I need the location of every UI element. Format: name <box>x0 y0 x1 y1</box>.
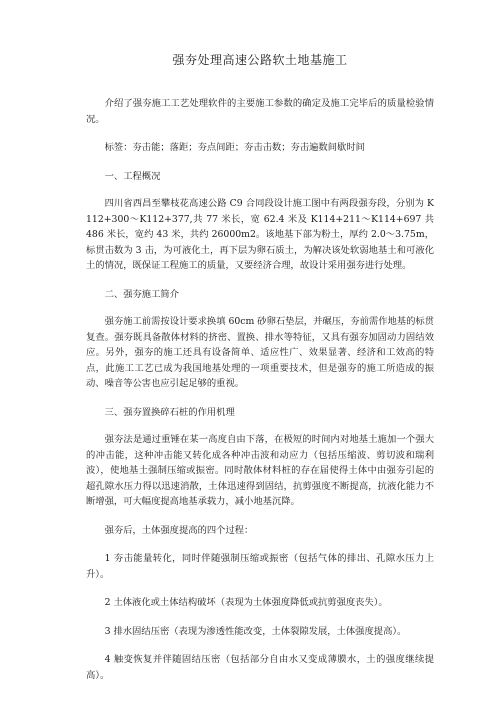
section-heading-introduction: 二、强夯施工简介 <box>104 288 179 300</box>
section-heading-overview: 一、工程概况 <box>104 170 161 182</box>
keywords-line: 标签：夯击能；落距；夯点间距；夯击击数；夯击遍数间歇时间 <box>104 142 365 153</box>
intro-paragraph: 介绍了强夯施工工艺处理软件的主要施工参数的确定及施工完毕后的质量检验情况。 <box>86 98 434 125</box>
overview-paragraph: 四川省西昌至攀枝花高速公路 C9 合同段设计施工图中有两段强夯段，分别为 K112+300～K112+377,共 77 米长，宽 62.4 米及 K114+211～K114+697 共 486 米长，宽约 43 米，共约 26000m2。该地基下部为粉土，厚约 2.0～3.75m，标贯击数为 3 击，为可液化土，再下层为卵石质土，为解决该处软弱地基土和可液化土的情况，既保证工程施工的质量，又要经济合理，故设计采用强夯进行处理。 <box>86 198 434 271</box>
introduction-paragraph: 强夯施工前需按设计要求换填 60cm 砂卵石垫层，并碾压，夯前需作地基的标贯复查。强夯既具备散体材料的挤密、置换、排水等特征，又具有强夯加固动力固结效应。另外，强夯的施工还具有设备简单、适应性广、效果显著、经济和工效高的特点，此施工工艺已成为我国地基处理的一项重要技术，但是强夯的施工所造成的振动、噪音等公害也应引起足够的重视。 <box>86 316 434 389</box>
process-step-3: 3 排水固结压密（表现为渗透性能改变，土体裂隙发展，土体强度提高）。 <box>104 625 407 637</box>
process-step-1: 1 夯击能量转化，同时伴随强制压缩或振密（包括气体的排出、孔隙水压力上升）。 <box>86 553 434 580</box>
mechanism-paragraph: 强夯法是通过重锤在某一高度自由下落，在极短的时间内对地基土施加一个强大的冲击能，这种冲击能又转化成各种冲击波和动应力（包括压缩波、剪切波和瑞利波），使地基土强制压缩或振密。同时散体材料桩的存在届使得土体中由强夯引起的超孔隙水压力得以迅速消散，土体迅速得到固结，抗剪强度不断提高，抗液化能力不断增强，可大幅度提高地基承载力，减小地基沉降。 <box>86 434 434 507</box>
process-step-4: 4 触变恢复并伴随固结压密（包括部分自由水又变成薄膜水，土的强度继续提高）。 <box>86 654 434 681</box>
process-step-2: 2 土体液化或土体结构破坏（表现为土体强度降低或抗剪强度丧失）。 <box>104 597 388 608</box>
document-title: 强夯处理高速公路软土地基施工 <box>172 53 348 67</box>
process-intro-line: 强夯后，土体强度提高的四个过程： <box>104 524 254 536</box>
section-heading-mechanism: 三、强夯置换碎石桩的作用机理 <box>104 406 235 418</box>
